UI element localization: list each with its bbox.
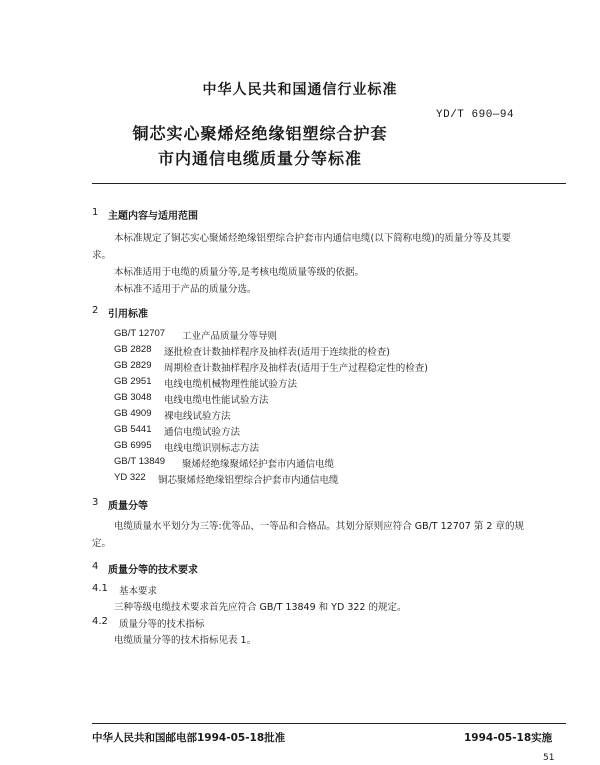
reference-code: GB/T 12707 bbox=[114, 328, 166, 339]
section-1-para2: 本标准适用于电缆的质量分等,是考核电缆质量等级的依据。 bbox=[114, 267, 365, 278]
subsection-4-1-title: 基本要求 bbox=[119, 586, 158, 597]
reference-code: YD 322 bbox=[114, 472, 146, 483]
standard-code: YD/T 690—94 bbox=[436, 109, 515, 121]
reference-title: 裸电线试验方法 bbox=[164, 411, 231, 422]
reference-title: 电线电缆机械物理性能试验方法 bbox=[164, 379, 298, 390]
reference-code: GB 2829 bbox=[114, 360, 152, 371]
reference-title: 电线电缆电性能试验方法 bbox=[164, 395, 269, 406]
subsection-4-2-text: 电缆质量分等的技术指标见表 1。 bbox=[114, 635, 257, 646]
document-title-line2: 市内通信电缆质量分等标准 bbox=[157, 149, 362, 168]
reference-title: 周期检查计数抽样程序及抽样表(适用于生产过程稳定性的检查) bbox=[164, 363, 428, 374]
section-1-number: 1 bbox=[92, 207, 99, 218]
section-1-para3: 本标准不适用于产品的质量分选。 bbox=[114, 284, 257, 295]
header-divider bbox=[92, 183, 566, 184]
page-number: 51 bbox=[543, 753, 555, 763]
section-1-para1-line2: 求。 bbox=[92, 250, 112, 261]
section-2-number: 2 bbox=[92, 305, 99, 316]
subsection-4-1-number: 4.1 bbox=[92, 583, 108, 594]
subsection-4-2-title: 质量分等的技术指标 bbox=[119, 619, 205, 630]
subsection-4-2-number: 4.2 bbox=[92, 616, 108, 627]
footer-divider bbox=[92, 723, 566, 724]
issuing-organization: 中华人民共和国通信行业标准 bbox=[202, 82, 398, 98]
reference-code: GB 3048 bbox=[114, 392, 152, 403]
reference-code: GB 5441 bbox=[114, 424, 152, 435]
section-3-title: 质量分等 bbox=[108, 501, 148, 512]
section-3-para-line1: 电缆质量水平划分为三等:优等品、一等品和合格品。其划分原则应符合 GB/T 12707 第 2 章的规 bbox=[114, 521, 524, 532]
reference-title: 铜芯聚烯烃绝缘铝塑综合护套市内通信电缆 bbox=[158, 475, 339, 486]
section-4-number: 4 bbox=[92, 561, 99, 572]
document-title-line1: 铜芯实心聚烯烃绝缘铝塑综合护套 bbox=[132, 124, 388, 143]
effective-date: 1994-05-18实施 bbox=[464, 732, 553, 744]
section-3-number: 3 bbox=[92, 497, 99, 508]
reference-code: GB 6995 bbox=[114, 440, 152, 451]
reference-code: GB 2951 bbox=[114, 376, 152, 387]
subsection-4-1-text: 三种等级电缆技术要求首先应符合 GB/T 13849 和 YD 322 的规定。 bbox=[114, 602, 407, 613]
section-4-title: 质量分等的技术要求 bbox=[108, 565, 198, 576]
section-1-para1-line1: 本标准规定了铜芯实心聚烯烃绝缘铝塑综合护套市内通信电缆(以下简称电缆)的质量分等及其要 bbox=[114, 233, 511, 244]
reference-title: 逐批检查计数抽样程序及抽样表(适用于连续批的检查) bbox=[164, 347, 390, 358]
reference-code: GB 2828 bbox=[114, 344, 152, 355]
reference-code: GB 4909 bbox=[114, 408, 152, 419]
section-3-para-line2: 定。 bbox=[92, 538, 112, 549]
reference-code: GB/T 13849 bbox=[114, 456, 166, 467]
reference-title: 工业产品质量分等导则 bbox=[182, 331, 278, 342]
section-1-title: 主题内容与适用范围 bbox=[108, 211, 198, 222]
section-2-title: 引用标准 bbox=[108, 309, 148, 320]
reference-title: 聚烯烃绝缘聚烯烃护套市内通信电缆 bbox=[182, 459, 335, 470]
reference-title: 通信电缆试验方法 bbox=[164, 427, 241, 438]
approval-line: 中华人民共和国邮电部1994-05-18批准 bbox=[92, 732, 286, 744]
reference-title: 电线电缆识别标志方法 bbox=[164, 443, 260, 454]
